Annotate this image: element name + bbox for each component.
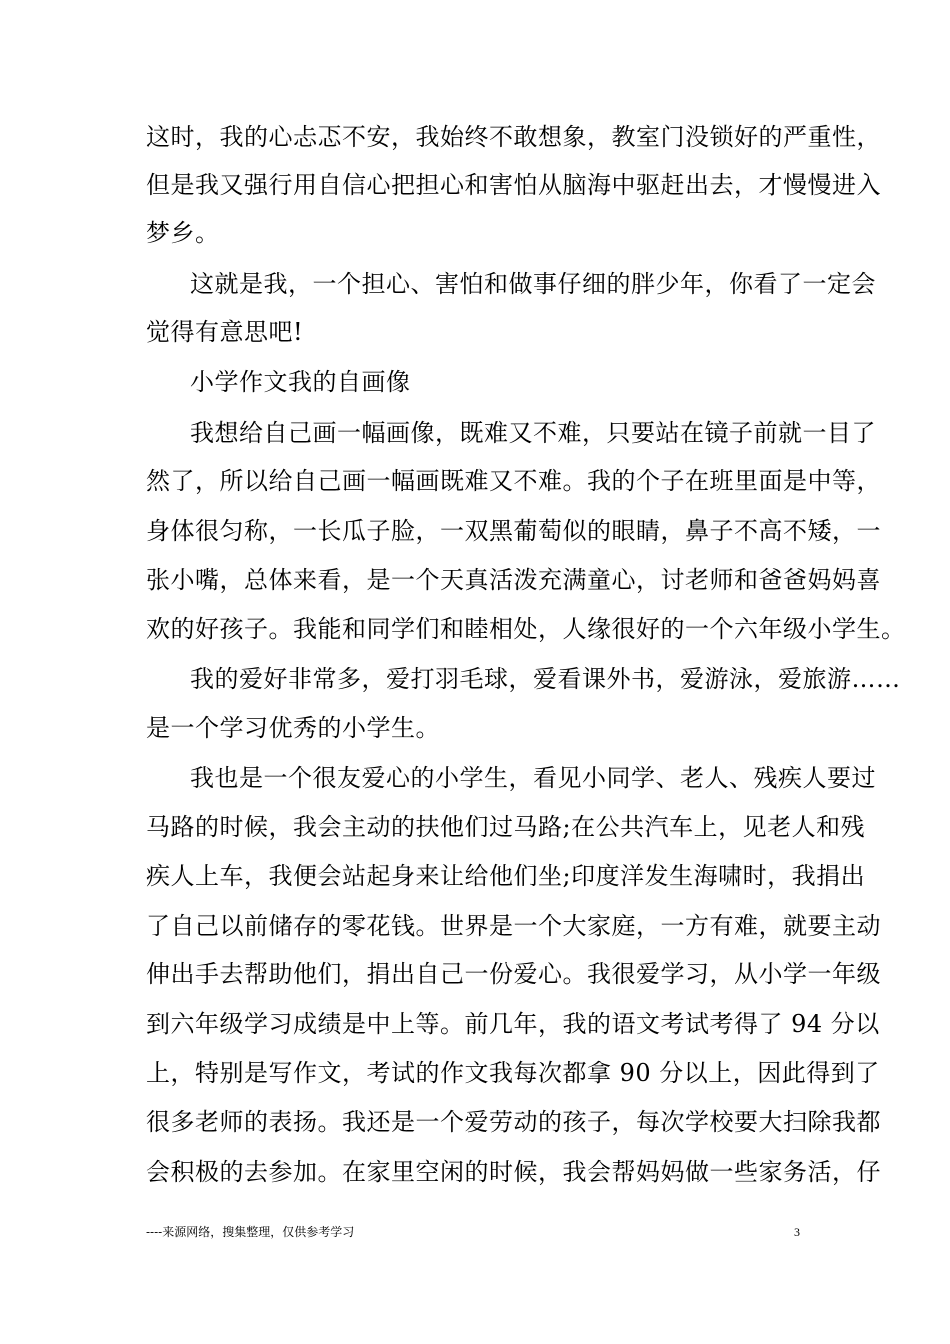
paragraph-start-line: 这就是我，一个担心、害怕和做事仔细的胖少年，你看了一定会 bbox=[190, 270, 876, 298]
text-line: 身体很匀称，一长瓜子脸，一双黑葡萄似的眼睛，鼻子不高不矮，一 bbox=[146, 517, 881, 545]
section-title: 小学作文我的自画像 bbox=[190, 368, 411, 396]
text-line: 这时，我的心忐忑不安，我始终不敢想象，教室门没锁好的严重性， bbox=[146, 123, 881, 151]
text-line: 很多老师的表扬。我还是一个爱劳动的孩子，每次学校要大扫除我都 bbox=[146, 1108, 881, 1136]
text-line: 到六年级学习成绩是中上等。前几年，我的语文考试考得了 94 分以 bbox=[146, 1010, 880, 1038]
text-line: 了自己以前储存的零花钱。世界是一个大家庭，一方有难，就要主动 bbox=[146, 912, 881, 940]
paragraph-start-line: 我的爱好非常多，爱打羽毛球，爱看课外书，爱游泳，爱旅游…… bbox=[190, 665, 901, 693]
text-line: 上，特别是写作文，考试的作文我每次都拿 90 分以上，因此得到了 bbox=[146, 1059, 880, 1087]
paragraph-start-line: 我想给自己画一幅画像，既难又不难，只要站在镜子前就一目了 bbox=[190, 419, 876, 447]
text-line: 张小嘴，总体来看，是一个天真活泼充满童心，讨老师和爸爸妈妈喜 bbox=[146, 566, 881, 594]
text-line: 伸出手去帮助他们，捐出自己一份爱心。我很爱学习，从小学一年级 bbox=[146, 960, 881, 988]
text-line: 但是我又强行用自信心把担心和害怕从脑海中驱赶出去，才慢慢进入 bbox=[146, 171, 881, 199]
text-line: 觉得有意思吧! bbox=[146, 318, 304, 346]
text-line: 是一个学习优秀的小学生。 bbox=[146, 714, 440, 742]
text-line: 疾人上车，我便会站起身来让给他们坐;印度洋发生海啸时，我捐出 bbox=[146, 862, 866, 890]
page-number: 3 bbox=[794, 1225, 800, 1239]
text-line: 欢的好孩子。我能和同学们和睦相处，人缘很好的一个六年级小学生。 bbox=[146, 615, 906, 643]
text-line: 然了，所以给自己画一幅画既难又不难。我的个子在班里面是中等， bbox=[146, 467, 881, 495]
text-line: 梦乡。 bbox=[146, 219, 220, 247]
text-line: 马路的时候，我会主动的扶他们过马路;在公共汽车上，见老人和残 bbox=[146, 813, 866, 841]
footer-source: ----来源网络，搜集整理，仅供参考学习 bbox=[146, 1225, 355, 1239]
paragraph-start-line: 我也是一个很友爱心的小学生，看见小同学、老人、残疾人要过 bbox=[190, 764, 876, 792]
text-line: 会积极的去参加。在家里空闲的时候，我会帮妈妈做一些家务活，仔 bbox=[146, 1158, 881, 1186]
